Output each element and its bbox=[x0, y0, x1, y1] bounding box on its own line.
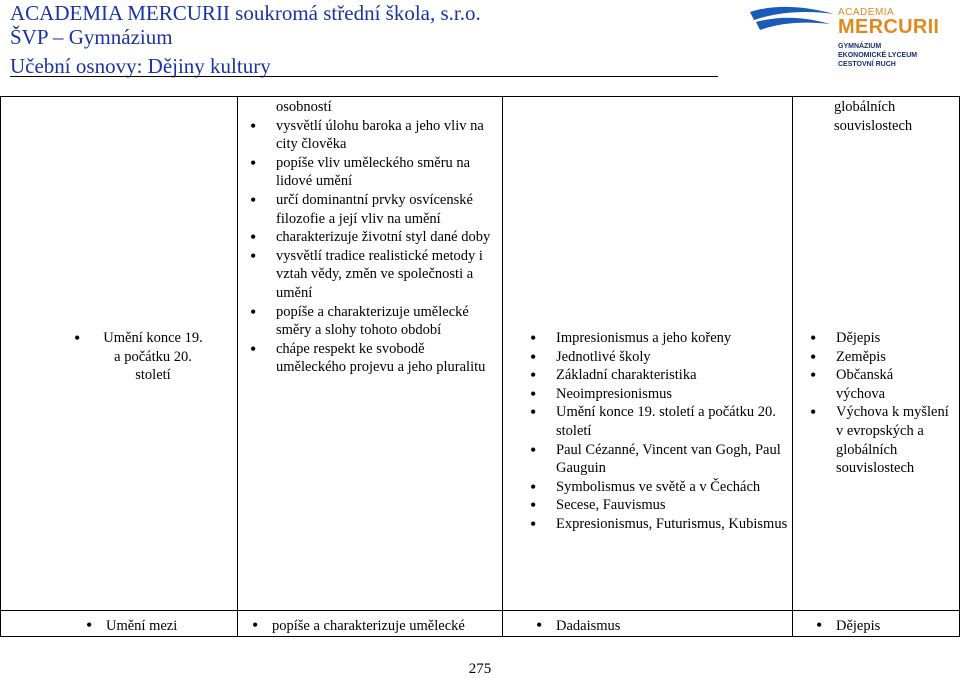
crosscurricular-leading bbox=[804, 98, 944, 135]
list-item: • Občanská výchova bbox=[806, 366, 956, 403]
table-col-divider-3 bbox=[792, 96, 793, 636]
content-cell bbox=[526, 329, 788, 534]
wing-icon bbox=[750, 4, 836, 44]
academia-mercurii-logo bbox=[750, 4, 950, 74]
logo-sub-ruch: CESTOVNÍ RUCH bbox=[838, 61, 896, 68]
list-item: • popíše a charakterizuje umělecké směry a slohy tohoto období bbox=[246, 303, 498, 340]
row2-topic-text: Umění mezi bbox=[106, 618, 178, 634]
header-school-name: ACADEMIA MERCURII soukromá střední škola, s.r.o. bbox=[10, 1, 481, 25]
list-item: • charakterizuje životní styl dané doby bbox=[246, 228, 498, 247]
row2-crosscurricular: • Dějepis bbox=[816, 615, 881, 635]
list-item: • Symbolismus ve světě a v Čechách bbox=[526, 478, 788, 497]
list-item: • Výchova k myšlení v evropských a globálních souvislostech bbox=[806, 403, 956, 477]
header-underline bbox=[10, 76, 718, 77]
list-item: • vysvětlí tradice realistické metody i vztah vědy, změn ve společnosti a umění bbox=[246, 247, 498, 303]
logo-sub-gymnazium: GYMNÁZIUM bbox=[838, 43, 882, 50]
list-item: • Zeměpis bbox=[806, 348, 956, 367]
list-item: • Umění konce 19. století a počátku 20. století bbox=[526, 403, 788, 440]
row2-topic: • Umění mezi bbox=[86, 615, 178, 635]
table-col-divider-2 bbox=[502, 96, 503, 636]
table-row-divider bbox=[0, 610, 960, 611]
logo-academia: ACADEMIA bbox=[838, 7, 895, 18]
list-item: • Neoimpresionismus bbox=[526, 385, 788, 404]
row2-outcome-text: popíše a charakterizuje umělecké bbox=[272, 618, 465, 634]
row2-crosscurricular-text: Dějepis bbox=[836, 618, 881, 634]
logo-sub-lyceum: EKONOMICKÉ LYCEUM bbox=[838, 52, 918, 59]
list-item: • Expresionismus, Futurismus, Kubismus bbox=[526, 515, 788, 534]
list-item: • Umění konce 19. a počátku 20. století bbox=[76, 329, 206, 385]
list-item: • Impresionismus a jeho kořeny bbox=[526, 329, 788, 348]
list-item: • popíše vliv uměleckého směru na lidové umění bbox=[246, 154, 498, 191]
header-curriculum: Učební osnovy: Dějiny kultury bbox=[10, 54, 271, 78]
table-col-divider-1 bbox=[237, 96, 238, 636]
row2-content: • Dadaismus bbox=[536, 615, 621, 635]
table-top-border bbox=[0, 96, 960, 97]
list-item: • Dějepis bbox=[806, 329, 956, 348]
topic-cell bbox=[76, 329, 206, 385]
list-item: • Jednotlivé školy bbox=[526, 348, 788, 367]
table-left-border bbox=[0, 96, 1, 636]
list-item: • Paul Cézanné, Vincent van Gogh, Paul Gauguin bbox=[526, 441, 788, 478]
logo-mercurii: MERCURII bbox=[838, 16, 940, 38]
list-item: • určí dominantní prvky osvícenské filozofie a její vliv na umění bbox=[246, 191, 498, 228]
header-program: ŠVP – Gymnázium bbox=[10, 25, 173, 49]
row2-content-text: Dadaismus bbox=[556, 618, 621, 634]
list-item: • Secese, Fauvismus bbox=[526, 496, 788, 515]
outcomes-cell bbox=[246, 98, 498, 377]
row2-outcome: • popíše a charakterizuje umělecké bbox=[252, 615, 465, 635]
page-number: 275 bbox=[468, 661, 492, 677]
list-item: • chápe respekt ke svobodě uměleckého projevu a jeho pluralitu bbox=[246, 340, 498, 377]
list-item: • Základní charakteristika bbox=[526, 366, 788, 385]
logo-subtitle bbox=[838, 42, 917, 69]
table-bottom-border bbox=[0, 636, 960, 637]
outcomes-leading-text: osobností bbox=[276, 99, 332, 115]
crosscurricular-leading-text: globálních souvislostech bbox=[834, 99, 913, 134]
list-item: • vysvětlí úlohu baroka a jeho vliv na city člověka bbox=[246, 117, 498, 154]
crosscurricular-cell bbox=[806, 329, 956, 478]
